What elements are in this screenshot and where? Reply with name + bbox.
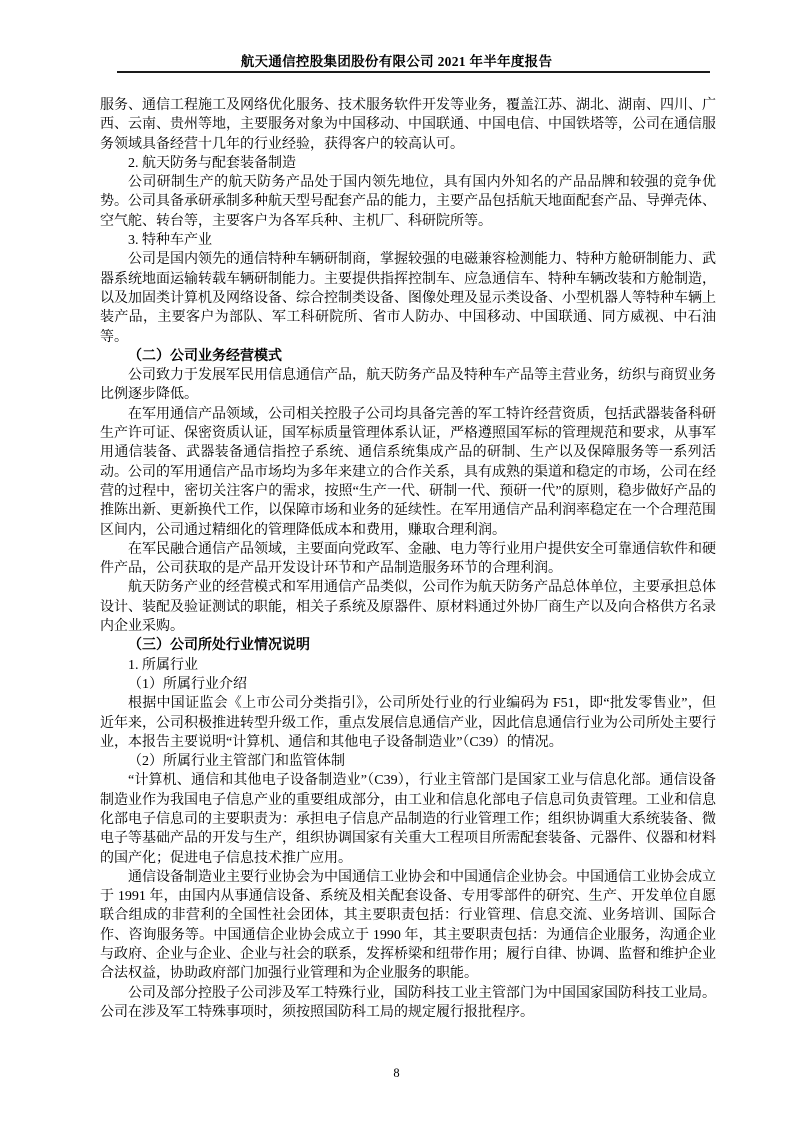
section-heading-industry: （三）公司所处行业情况说明 — [128, 638, 310, 654]
subsection-item-industry-intro: （1）所属行业介绍 — [128, 676, 247, 692]
body-paragraph-services-continued: 服务、通信工程施工及网络优化服务、技术服务软件开发等业务，覆盖江苏、湖北、湖南、四川、广西、云南、贵州等地，主要服务对象为中国移动、中国联通、中国电信、中国铁塔等，公司在通信服务领域具备经营十几年的行业经验，获得客户的较高认可。 — [100, 98, 716, 152]
subsection-item-regulators: （2）所属行业主管部门和监管体制 — [128, 754, 345, 770]
subsection-item-aerospace-defense: 2. 航天防务与配套装备制造 — [128, 155, 296, 171]
report-header-title: 航天通信控股集团股份有限公司 2021 年半年度报告 — [240, 54, 553, 69]
body-paragraph-special-vehicles: 公司是国内领先的通信特种车辆研制商，掌握较强的电磁兼容检测能力、特种方舱研制能力、武器系统地面运输转载车辆研制能力。主要提供指挥控制车、应急通信车、特种车辆改装和方舱制造，以及加固类计算机及网络设备、综合控制类设备、图像处理及显示类设备、小型机器人等特种车辆上装产品，主要客户为部队、军工科研院所、省市人防办、中国移动、中国联通、同方威视、中石油等。 — [100, 252, 716, 345]
body-paragraph-civil-military: 在军民融合通信产品领域，主要面向党政军、金融、电力等行业用户提供安全可靠通信软件和硬件产品，公司获取的是产品开发设计环节和产品制造服务环节的合理利润。 — [100, 541, 716, 577]
body-paragraph-industry-assocs: 通信设备制造业主要行业协会为中国通信工业协会和中国通信企业协会。中国通信工业协会成立于 1991 年，由国内从事通信设备、系统及相关配套设备、专用零部件的研究、生产、开发单位自愿联合组成的非营利的全国性社会团体，其主要职责包括：行业管理、信息交流、业务培训、国际合作、咨询服务等。中国通信企业协会成立于 1990 年，其主要职责包括：为通信企业服务，沟通企业与政府、企业与企业、企业与社会的联系，发挥桥梁和纽带作用；履行自律、协调、监督和维护企业合法权益，协助政府部门加强行业管理和为企业服务的职能。 — [100, 869, 716, 982]
body-paragraph-military-comms: 在军用通信产品领域，公司相关控股子公司均具备完善的军工特许经营资质，包括武器装备科研生产许可证、保密资质认证，国军标质量管理体系认证，严格遵照国军标的管理规范和要求，从事军用通信装备、武器装备通信指控子系统、通信系统集成产品的研制、生产以及保障服务等一系列活动。公司的军用通信产品市场均为多年来建立的合作关系，具有成熟的渠道和稳定的市场，公司在经营的过程中，密切关注客户的需求，按照“生产一代、研制一代、预研一代”的原则，稳步做好产品的推陈出新、更新换代工作，以保障市场和业务的延续性。在军用通信产品利润率稳定在一个合理范围区间内，公司通过精细化的管理降低成本和费用，赚取合理利润。 — [100, 406, 716, 538]
header-rule — [117, 71, 710, 73]
body-paragraph-industry-code: 根据中国证监会《上市公司分类指引》，公司所处行业的行业编码为 F51，即“批发零售业”，但近年来，公司积极推进转型升级工作，重点发展信息通信产业，因此信息通信行业为公司所处主要行业，本报告主要说明“计算机、通信和其他电子设备制造业”（C39）的情况。 — [100, 696, 716, 750]
body-paragraph-defense-products: 公司研制生产的航天防务产品处于国内领先地位，具有国内外知名的产品品牌和较强的竞争优势。公司具备承研承制多种航天型号配套产品的能力，主要产品包括航天地面配套产品、导弹壳体、空气舵、转台等，主要客户为各军兵种、主机厂、科研院所等。 — [100, 175, 716, 229]
body-paragraph-military-approval: 公司及部分控股子公司涉及军工特殊行业，国防科技工业主管部门为中国国家国防科技工业局。公司在涉及军工特殊事项时，须按照国防科工局的规定履行报批程序。 — [100, 985, 716, 1020]
body-paragraph-defense-model: 航天防务产业的经营模式和军用通信产品类似，公司作为航天防务产品总体单位，主要承担总体设计、装配及验证测试的职能，相关子系统及原器件、原材料通过外协厂商生产以及向合格供方名录内企业采购。 — [100, 580, 716, 635]
section-heading-business-model: （二）公司业务经营模式 — [128, 348, 282, 364]
report-body — [100, 96, 716, 1022]
subsection-item-special-vehicles: 3. 特种车产业 — [128, 233, 212, 249]
subsection-item-industry: 1. 所属行业 — [128, 657, 198, 673]
body-paragraph-business-focus: 公司致力于发展军民用信息通信产品，航天防务产品及特种车产品等主营业务，纺织与商贸业务比例逐步降低。 — [100, 368, 716, 403]
page-number: 8 — [393, 1066, 400, 1080]
body-paragraph-regulator-duties: “计算机、通信和其他电子设备制造业”（C39），行业主管部门是国家工业与信息化部。通信设备制造业作为我国电子信息产业的重要组成部分，由工业和信息化部电子信息司负责管理。工业和信息化部电子信息司的主要职责为：承担电子信息产品制造的行业管理工作；组织协调重大系统装备、微电子等基础产品的开发与生产，组织协调国家有关重大工程项目所需配套装备、元器件、仪器和材料的国产化；促进电子信息技术推广应用。 — [100, 773, 716, 866]
